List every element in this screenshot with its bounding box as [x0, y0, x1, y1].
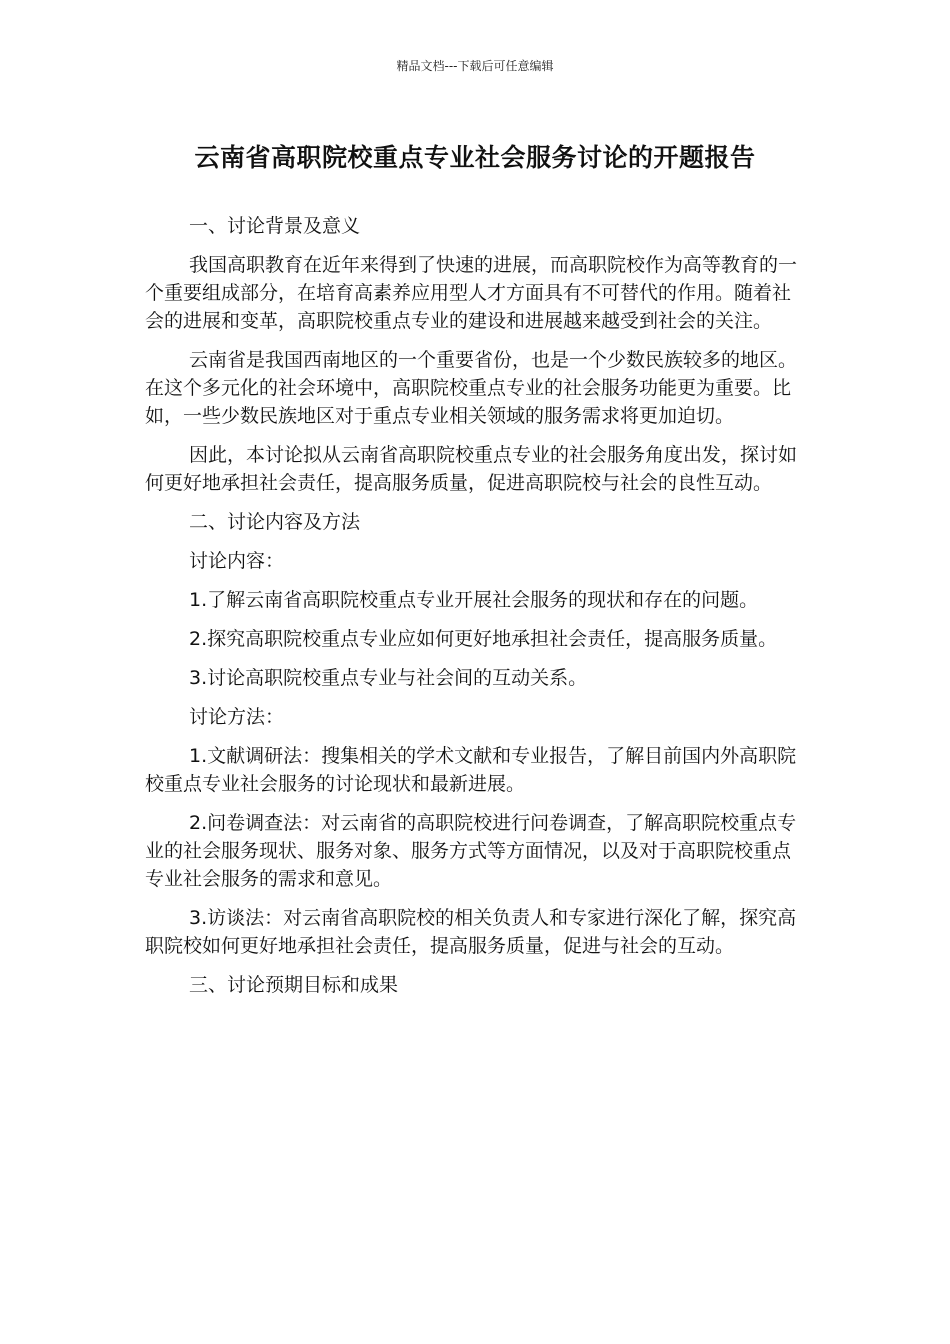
list-item-method-3: 3.访谈法：对云南省高职院校的相关负责人和专家进行深化了解，探究高职院校如何更好地承担社会责任，提高服务质量，促进与社会的互动。	[145, 907, 797, 957]
paragraph-background-1: 我国高职教育在近年来得到了快速的进展，而高职院校作为高等教育的一个重要组成部分，在培育高素养应用型人才方面具有不可替代的作用。随着社会的进展和变革，高职院校重点专业的建设和进展越来越受到社会的关注。	[145, 254, 798, 332]
document-title: 云南省高职院校重点专业社会服务讨论的开题报告	[194, 143, 756, 172]
list-item-method-2: 2.问卷调查法：对云南省的高职院校进行问卷调查，了解高职院校重点专业的社会服务现状、服务对象、服务方式等方面情况，以及对于高职院校重点专业社会服务的需求和意见。	[145, 812, 797, 890]
paragraph-background-2: 云南省是我国西南地区的一个重要省份，也是一个少数民族较多的地区。在这个多元化的社会环境中，高职院校重点专业的社会服务功能更为重要。比如，一些少数民族地区对于重点专业相关领域的服务需求将更加迫切。	[145, 349, 798, 427]
list-item-content-1: 1.了解云南省高职院校重点专业开展社会服务的现状和存在的问题。	[189, 589, 759, 611]
list-item-method-1: 1.文献调研法：搜集相关的学术文献和专业报告，了解目前国内外高职院校重点专业社会服务的讨论现状和最新进展。	[145, 745, 797, 795]
section-heading-3: 三、讨论预期目标和成果	[189, 974, 399, 996]
subheading-methods: 讨论方法：	[189, 706, 285, 728]
paragraph-background-3: 因此，本讨论拟从云南省高职院校重点专业的社会服务角度出发，探讨如何更好地承担社会责任，提高服务质量，促进高职院校与社会的良性互动。	[145, 444, 798, 494]
header-note: 精品文档---下载后可任意编辑	[396, 59, 554, 73]
section-heading-1: 一、讨论背景及意义	[189, 215, 361, 237]
list-item-content-3: 3.讨论高职院校重点专业与社会间的互动关系。	[189, 667, 588, 689]
subheading-content: 讨论内容：	[189, 550, 285, 572]
section-heading-2: 二、讨论内容及方法	[189, 511, 361, 533]
list-item-content-2: 2.探究高职院校重点专业应如何更好地承担社会责任，提高服务质量。	[189, 628, 778, 650]
document-body	[145, 212, 805, 1010]
